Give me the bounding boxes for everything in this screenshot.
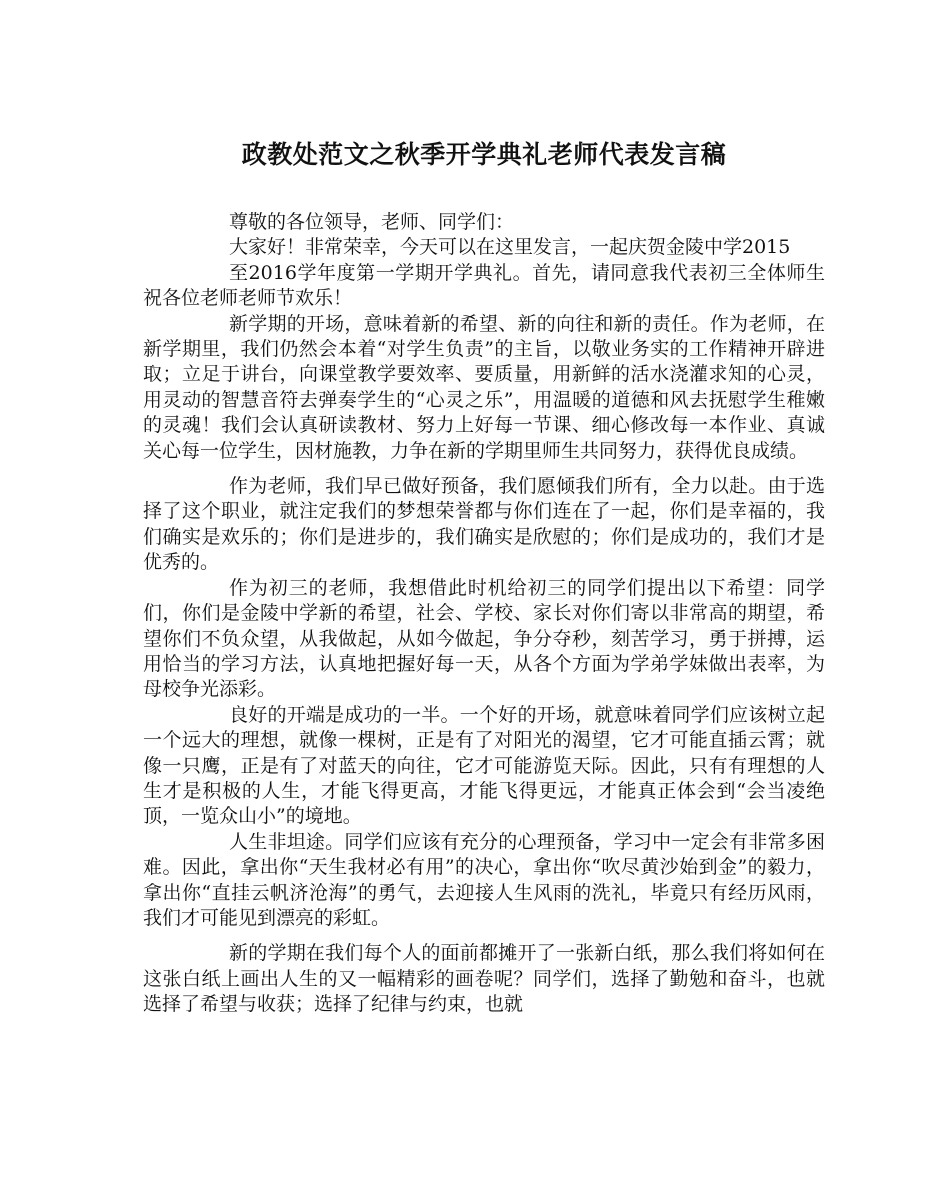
paragraph-new-semester: 新学期的开场，意味着新的希望、新的向往和新的责任。作为老师，在新学期里，我们仍然会本着“对学生负责”的主旨，以敬业务实的工作精神开辟进取；立足于讲台，向课堂教学要效率、要质量，用新鲜的活水浇灌求知的心灵，用灵动的智慧音符去弹奏学生的“心灵之乐”，用温暖的道德和风去抚慰学生稚嫩的灵魂！我们会认真研读教材、努力上好每一节课、细心修改每一本作业、真诚关心每一位学生，因材施教，力争在新的学期里师生共同努力，获得优良成绩。 bbox=[143, 312, 825, 462]
paragraph-life-not-smooth: 人生非坦途。同学们应该有充分的心理预备，学习中一定会有非常多困难。因此，拿出你“天生我材必有用”的决心，拿出你“吹尽黄沙始到金”的毅力，拿出你“直挂云帆济沧海”的勇气，去迎接人生风雨的洗礼，毕竟只有经历风雨，我们才可能见到漂亮的彩虹。 bbox=[143, 830, 825, 929]
paragraph-hopes-for-students: 作为初三的老师，我想借此时机给初三的同学们提出以下希望：同学们，你们是金陵中学新的希望，社会、学校、家长对你们寄以非常高的期望，希望你们不负众望，从我做起，从如今做起，争分夺秒，刻苦学习，勇于拼搏，运用恰当的学习方法，认真地把握好每一天，从各个方面为学弟学妹做出表率，为母校争光添彩。 bbox=[143, 576, 825, 701]
document-page bbox=[143, 0, 825, 1189]
paragraph-blank-paper: 新的学期在我们每个人的面前都摊开了一张新白纸，那么我们将如何在这张白纸上画出人生的又一幅精彩的画卷呢？同学们，选择了勤勉和奋斗，也就选择了希望与收获；选择了纪律与约束，也就 bbox=[143, 942, 825, 1016]
paragraph-good-beginning: 良好的开端是成功的一半。一个好的开场，就意味着同学们应该树立起一个远大的理想，就像一棵树，正是有了对阳光的渴望，它才可能直插云霄；就像一只鹰，正是有了对蓝天的向往，它才可能游览天际。因此，只有有理想的人生才是积极的人生，才能飞得更高，才能飞得更远，才能真正体会到“会当凌绝顶，一览众山小”的境地。 bbox=[143, 703, 825, 828]
document-title: 政教处范文之秋季开学典礼老师代表发言稿 bbox=[241, 140, 727, 169]
document-body bbox=[143, 210, 825, 1018]
paragraph-salutation: 尊敬的各位领导，老师、同学们： bbox=[229, 211, 515, 233]
paragraph-teachers-ready: 作为老师，我们早已做好预备，我们愿倾我们所有，全力以赴。由于选择了这个职业，就注定我们的梦想荣誉都与你们连在了一起，你们是幸福的，我们确实是欢乐的；你们是进步的，我们确实是欣慰的；你们是成功的，我们才是优秀的。 bbox=[143, 475, 825, 574]
paragraph-opening-ceremony: 至2016学年度第一学期开学典礼。首先，请同意我代表初三全体师生祝各位老师老师节欢乐！ bbox=[143, 261, 825, 310]
paragraph-greeting: 大家好！非常荣幸，今天可以在这里发言，一起庆贺金陵中学2015 bbox=[229, 236, 791, 259]
